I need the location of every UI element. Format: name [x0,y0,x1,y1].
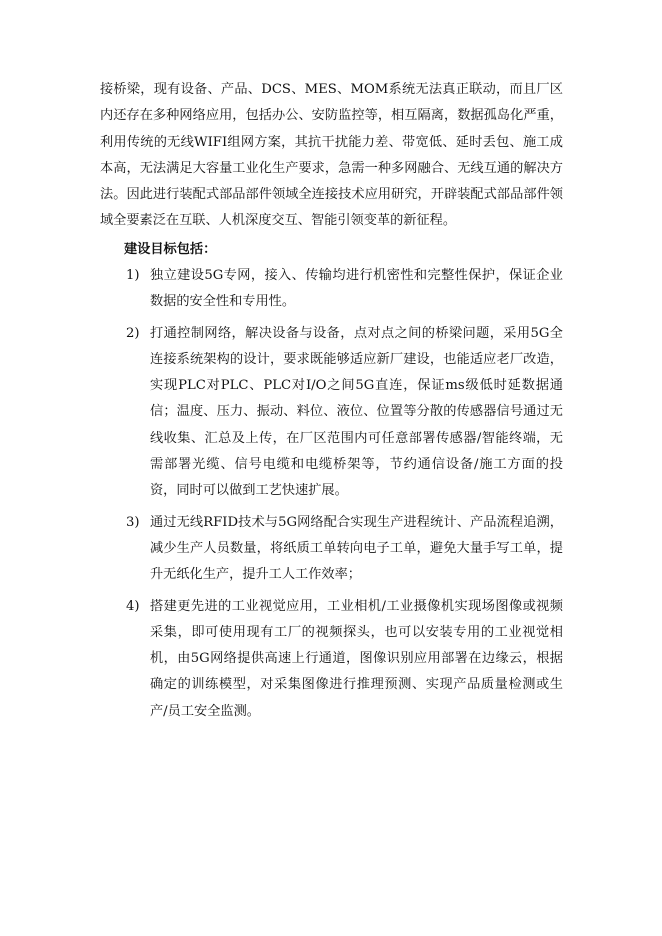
list-item [0,594,662,725]
list-item-number: 4) [126,598,140,614]
list-item-text: 打通控制网络，解决设备与设备，点对点之间的桥梁问题，采用5G全连接系统架构的设计，要求既能够适应新厂建设，也能适应老厂改造，实现PLC对PLC、PLC对I/O之间5G直连，保证ms级低时延数据通信；温度、压力、振动、料位、液位、位置等分散的传感器信号通过无线收集、汇总及上传，在厂区范围内可任意部署传感器/智能终端，无需部署光缆、信号电缆和电缆桥架等，节约通信设备/施工方面的投资，同时可以做到工艺快速扩展。 [150,325,563,499]
section-heading: 建设目标包括： [124,242,217,257]
intro-paragraph: 接桥梁，现有设备、产品、DCS、MES、MOM系统无法真正联动，而且厂区内还存在多种网络应用，包括办公、安防监控等，相互隔离，数据孤岛化严重，利用传统的无线WIFI组网方案，其抗干扰能力差、带宽低、延时丢包、施工成本高，无法满足大容量工业化生产要求，急需一种多网融合、无线互通的解决方法。因此进行装配式部品部件领域全连接技术应用研究，开辟装配式部品部件领域全要素泛在互联、人机深度交互、智能引领变革的新征程。 [100,82,563,229]
goal-list [0,263,662,730]
list-item-text: 通过无线RFID技术与5G网络配合实现生产进程统计、产品流程追溯，减少生产人员数量，将纸质工单转向电子工单，避免大量手写工单，提升无纸化生产，提升工人工作效率； [150,514,563,583]
list-item-number: 1) [126,268,140,283]
list-item [0,263,662,316]
list-item [0,321,662,505]
list-item-text: 独立建设5G专网，接入、传输均进行机密性和完整性保护，保证企业数据的安全性和专用性。 [150,268,563,310]
list-item-number: 3) [126,514,140,530]
list-item-text: 搭建更先进的工业视觉应用，工业相机/工业摄像机实现场图像或视频采集，即可使用现有工厂的视频探头，也可以安装专用的工业视觉相机，由5G网络提供高速上行通道，图像识别应用部署在边缘云，根据确定的训练模型，对采集图像进行推理预测、实现产品质量检测或生产/员工安全监测。 [150,598,563,719]
list-item [0,510,662,589]
list-item-number: 2) [126,325,140,341]
